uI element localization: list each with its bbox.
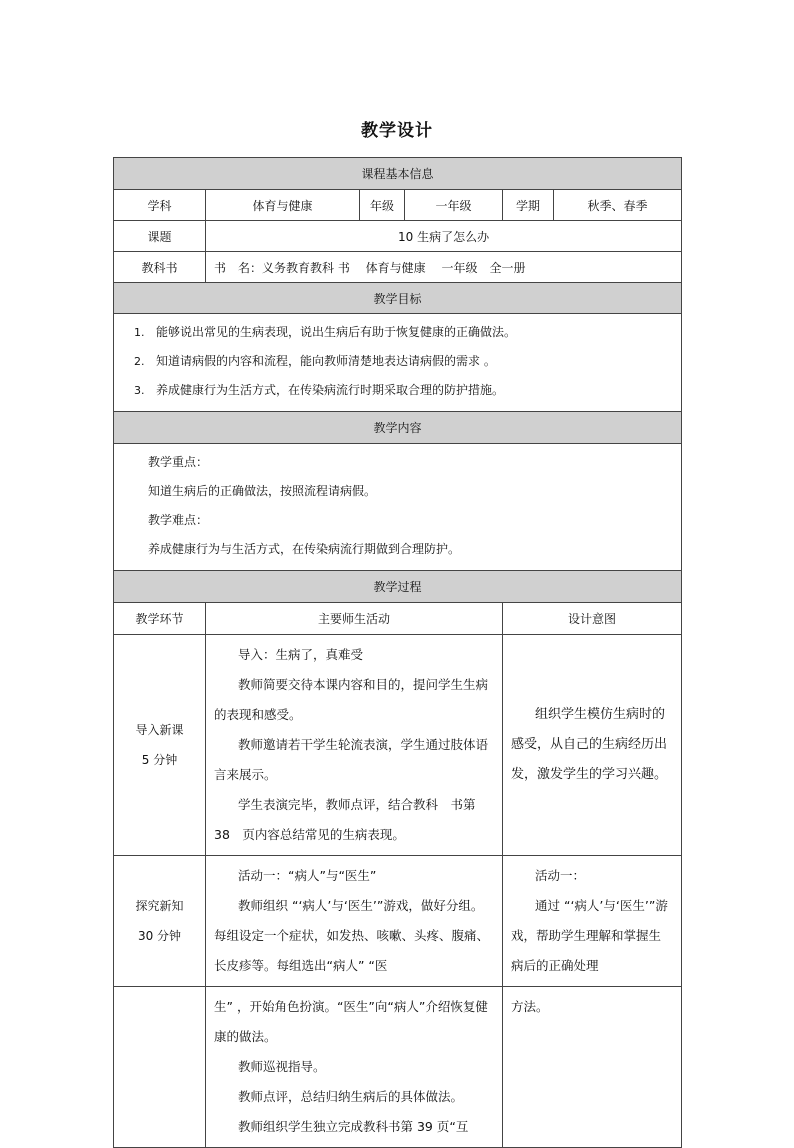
lesson-plan-table xyxy=(113,157,682,1148)
intent-title: 活动一： xyxy=(535,868,586,883)
stage-name: 导入新课 xyxy=(135,723,184,737)
key-point-text: 知道生病后的正确做法，按照流程请病假。 xyxy=(148,484,377,498)
objectives-header: 教学目标 xyxy=(114,283,682,314)
activity-line: 教师简要交待本课内容和目的，提问学生生病的表现和感受。 xyxy=(214,677,489,722)
process-col-intent: 设计意图 xyxy=(503,603,682,635)
activity-line: 教师组织 “‘病人’与‘医生’”游戏，做好分组。每组设定一个症状，如发热、咳嗽、头疼、腹痛、长皮疹等。每组选出“病人” “医 xyxy=(214,898,490,973)
process-col-stage: 教学环节 xyxy=(114,603,206,635)
intent-text: 通过 “‘病人’与‘医生’”游戏，帮助学生理解和掌握生病后的正确处理 xyxy=(511,898,668,973)
page-title: 教学设计 xyxy=(361,121,433,141)
activity-line: 学生表演完毕，教师点评，结合教科 书第 38 页内容总结常见的生病表现。 xyxy=(214,797,476,842)
basic-info-header: 课程基本信息 xyxy=(114,158,682,190)
activity-line: 导入：生病了，真难受 xyxy=(238,647,364,662)
content-body xyxy=(114,444,682,571)
activity-line: 教师点评，总结归纳生病后的具体做法。 xyxy=(238,1089,464,1104)
stage-cell xyxy=(114,856,206,987)
stage-name: 探究新知 xyxy=(135,899,184,913)
term-value: 秋季、春季 xyxy=(554,190,682,221)
activity-line: 教师巡视指导。 xyxy=(238,1059,326,1074)
activity-line: 教师组织学生独立完成教科书第 39 页“互 xyxy=(238,1119,469,1134)
stage-cell xyxy=(114,987,206,1148)
textbook-value: 书 名：义务教育教科 书 体育与健康 一年级 全一册 xyxy=(206,252,682,283)
objectives-list xyxy=(114,314,682,412)
process-header: 教学过程 xyxy=(114,571,682,603)
difficult-point-text: 养成健康行为与生活方式，在传染病流行期做到合理防护。 xyxy=(148,542,461,556)
intent-text: 方法。 xyxy=(511,999,549,1014)
content-header: 教学内容 xyxy=(114,412,682,444)
stage-time: 30 分钟 xyxy=(137,929,182,943)
objective-item: 3. 养成健康行为生活方式，在传染病流行时期采取合理的防护措施。 xyxy=(134,383,505,397)
process-col-activity: 主要师生活动 xyxy=(206,603,503,635)
activity-line: 活动一：“病人”与“医生” xyxy=(238,868,377,883)
topic-value: 10 生病了怎么办 xyxy=(206,221,682,252)
activity-line: 教师邀请若干学生轮流表演，学生通过肢体语言来展示。 xyxy=(214,737,489,782)
difficult-point-label: 教学难点： xyxy=(148,513,209,527)
stage-time: 5 分钟 xyxy=(141,753,178,767)
activity-cell xyxy=(206,987,503,1148)
intent-cell xyxy=(503,856,682,987)
intent-text: 组织学生模仿生病时的感受，从自己的生病经历出发，激发学生的学习兴趣。 xyxy=(511,707,668,782)
activity-cell xyxy=(206,856,503,987)
subject-label: 学科 xyxy=(114,190,206,221)
stage-cell xyxy=(114,635,206,856)
grade-value: 一年级 xyxy=(405,190,503,221)
objective-item: 2. 知道请病假的内容和流程，能向教师清楚地表达请病假的需求 。 xyxy=(134,354,496,368)
activity-line: 生” ，开始角色扮演。“医生”向“病人”介绍恢复健康的做法。 xyxy=(214,999,488,1044)
subject-value: 体育与健康 xyxy=(206,190,360,221)
objective-item: 1. 能够说出常见的生病表现，说出生病后有助于恢复健康的正确做法。 xyxy=(134,325,517,339)
activity-cell xyxy=(206,635,503,856)
key-point-label: 教学重点： xyxy=(148,455,209,469)
textbook-label: 教科书 xyxy=(114,252,206,283)
topic-label: 课题 xyxy=(114,221,206,252)
intent-cell xyxy=(503,987,682,1148)
term-label: 学期 xyxy=(503,190,554,221)
intent-cell xyxy=(503,635,682,856)
grade-label: 年级 xyxy=(360,190,405,221)
